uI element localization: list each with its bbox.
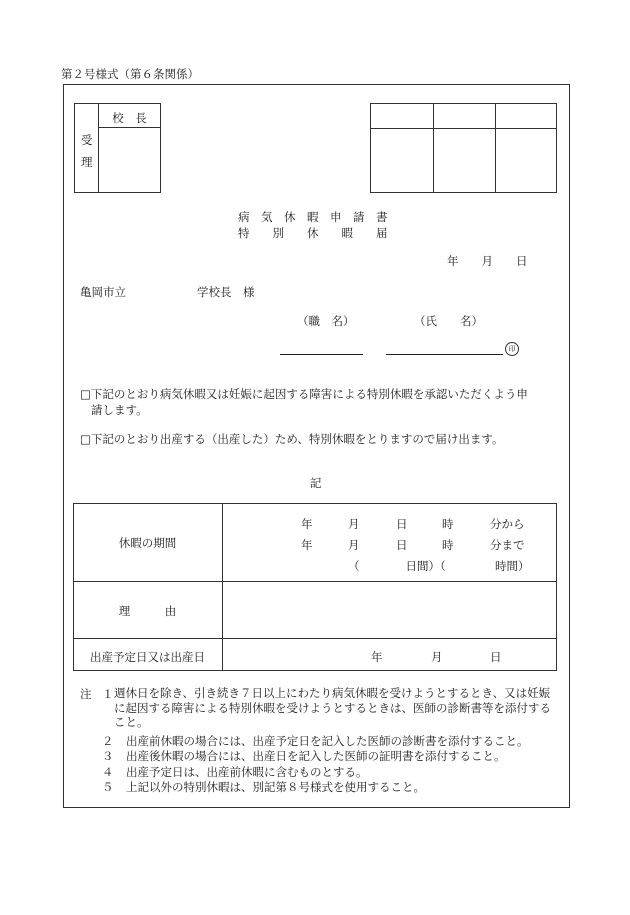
note-1-text: 週休日を除き、引き続き７日以上にわたり病気休暇を受けようとするとき、又は妊娠に起因する障害による特別休暇を受けようとするときは、医師の診断書等を添付すること。 [114, 686, 551, 729]
option-1-text: 下記のとおり病気休暇又は妊娠に起因する障害による特別休暇を承認いただくよう申 [90, 387, 528, 401]
stamp-grid-col-1 [433, 103, 434, 193]
note-2-text: 出産前休暇の場合には、出産予定日を記入した医師の診断書を添付すること。 [126, 734, 529, 748]
name-underline[interactable] [386, 354, 503, 355]
note-5-number: ５ [102, 780, 114, 794]
option-2[interactable] [80, 431, 504, 447]
ki-mark: 記 [310, 476, 322, 490]
details-table-divider [222, 503, 223, 671]
period-to-minute[interactable]: 分まで [490, 538, 525, 552]
receipt-label-2: 理 [81, 155, 93, 169]
note-5-text: 上記以外の特別休暇は、別記第８号様式を使用すること。 [126, 780, 425, 794]
principal-label: 校 長 [112, 111, 147, 125]
details-table [73, 503, 557, 671]
details-table-row-2 [73, 638, 557, 639]
note-3-number: ３ [102, 749, 114, 763]
note-2-number: ２ [102, 734, 114, 748]
birth-month[interactable]: 月 [431, 650, 443, 664]
application-date: 年 月 日 [447, 254, 528, 268]
seal-mark: 印 [505, 342, 519, 356]
note-3-text: 出産後休暇の場合には、出産日を記入した医師の証明書を添付すること。 [126, 749, 506, 763]
stamp-grid-col-2 [495, 103, 496, 193]
period-from-hour[interactable]: 時 [442, 517, 454, 531]
option-2-text: 下記のとおり出産する（出産した）ため、特別休暇をとりますので届け出ます。 [90, 432, 504, 446]
note-1-number: １ [102, 687, 114, 701]
reason-field[interactable] [230, 603, 550, 619]
period-from-year[interactable]: 年 [301, 517, 313, 531]
period-to-hour[interactable]: 時 [442, 538, 454, 552]
birth-date-label: 出産予定日又は出産日 [90, 650, 205, 664]
option-2-checkbox[interactable]: □ [80, 432, 91, 446]
position-label: （職 名） [297, 314, 355, 328]
reason-label: 理 由 [118, 604, 177, 618]
stamp-grid [370, 103, 557, 193]
period-to-day[interactable]: 日 [396, 538, 408, 552]
option-1-checkbox[interactable]: □ [80, 387, 91, 401]
period-from-minute[interactable]: 分から [490, 517, 525, 531]
option-1[interactable] [80, 386, 528, 402]
period-hours[interactable]: 時間） [495, 559, 530, 573]
title-line-2: 特 別 休 暇 届 [238, 226, 388, 240]
note-4-number: ４ [102, 765, 114, 779]
birth-year[interactable]: 年 [371, 650, 383, 664]
option-1-continuation: 請します。 [91, 403, 148, 417]
period-to-month[interactable]: 月 [348, 538, 360, 552]
stamp-grid-row [370, 128, 557, 129]
birth-day[interactable]: 日 [490, 650, 502, 664]
note-4-text: 出産予定日は、出産前休暇に含むものとする。 [126, 765, 368, 779]
period-days[interactable]: （ 日間）（ [348, 559, 446, 573]
period-to-year[interactable]: 年 [301, 538, 313, 552]
receipt-header-line [98, 127, 161, 128]
details-table-row-1 [73, 581, 557, 582]
addressee-city: 亀岡市立 [80, 285, 126, 299]
notes-prefix: 注 [80, 687, 92, 701]
period-from-month[interactable]: 月 [348, 517, 360, 531]
addressee-school: 学校長 様 [197, 285, 255, 299]
receipt-label-1: 受 [81, 133, 93, 147]
period-label: 休暇の期間 [118, 536, 177, 550]
position-underline[interactable] [280, 354, 363, 355]
form-code: 第２号様式（第６条関係） [61, 67, 199, 81]
title-line-1: 病 気 休 暇 申 請 書 [238, 210, 388, 224]
period-from-day[interactable]: 日 [396, 517, 408, 531]
name-label: （氏 名） [414, 314, 483, 328]
